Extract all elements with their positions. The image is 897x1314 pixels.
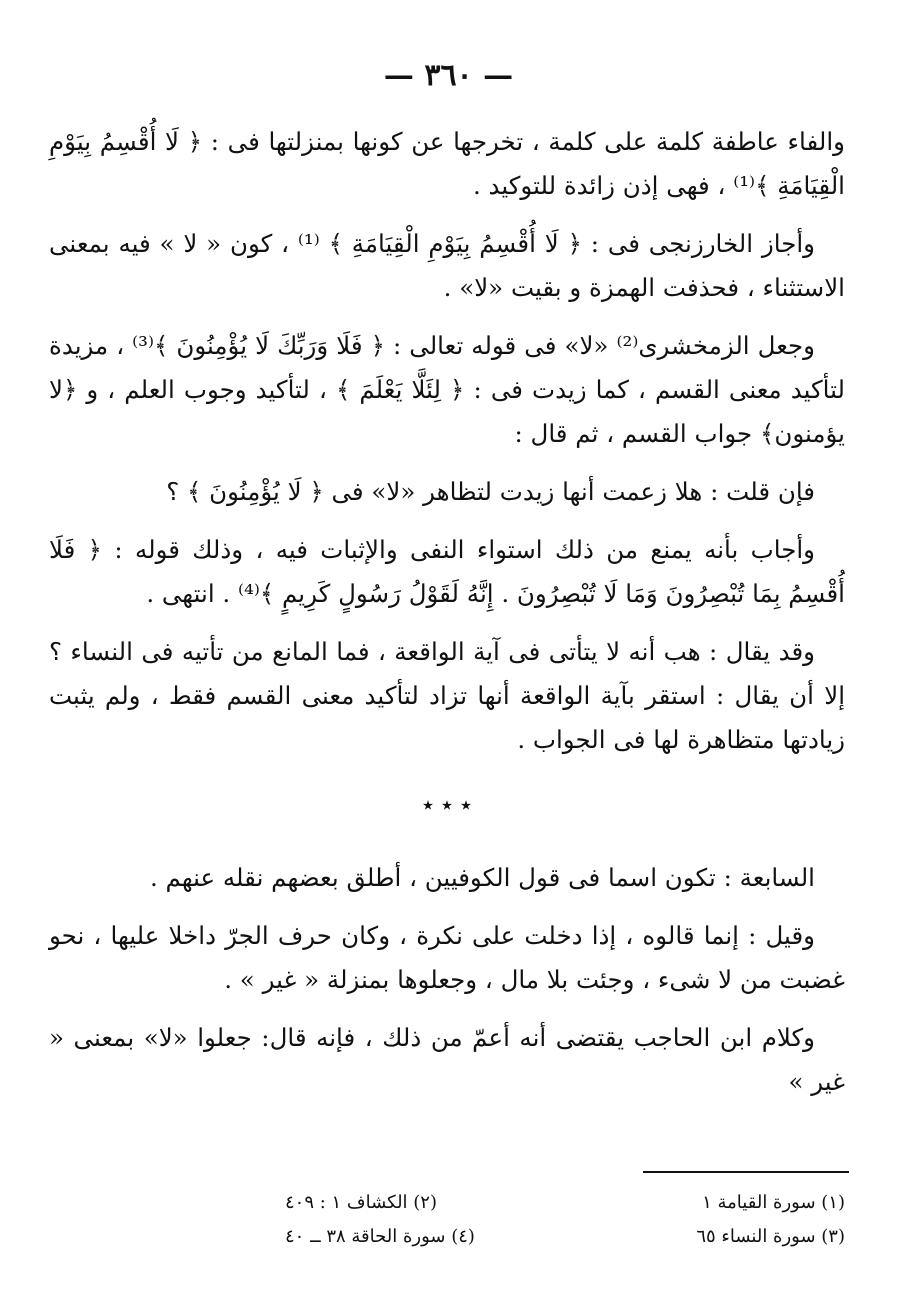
footnote-row: [285, 1220, 845, 1254]
paragraph-2: وأجاز الخارزنجى فى : ﴿ لَا أُقْسِمُ بِيَوْمِ الْقِيَامَةِ ﴾ ⁽¹⁾ ، كون « لا » فيه بمعنى الاستثناء ، فحذفت الهمزة و بقيت «لا» .: [49, 229, 845, 302]
paragraph-6: وقد يقال : هب أنه لا يتأتى فى آية الواقعة ، فما المانع من تأتيه فى النساء ؟ إلا أن يقال : استقر بآية الواقعة أنها تزاد لتأكيد معنى القسم فقط ، ولم يثبت زيادتها متظاهرة لها فى الجواب .: [49, 637, 845, 754]
paragraph-3: وجعل الزمخشرى⁽²⁾ «لا» فى قوله تعالى : ﴿ فَلَا وَرَبِّكَ لَا يُؤْمِنُونَ ﴾⁽³⁾ ، مزيدة لتأكيد معنى القسم ، كما زيدت فى : ﴿ لِئَلَّا يَعْلَمَ ﴾ ، لتأكيد وجوب العلم ، و ﴿لا يؤمنون﴾ جواب القسم ، ثم قال :: [49, 331, 845, 448]
body-text: [49, 120, 845, 1118]
paragraph-4: فإن قلت : هلا زعمت أنها زيدت لتظاهر «لا» فى ﴿ لَا يُؤْمِنُونَ ﴾ ؟: [166, 477, 815, 506]
footnote-4: (٤) سورة الحاقة ٣٨ ــ ٤٠: [285, 1226, 475, 1247]
paragraph-8: وقيل : إنما قالوه ، إذا دخلت على نكرة ، وكان حرف الجرّ داخلا عليها ، نحو غضبت من لا شىء ، وجئت بلا مال ، وجعلوها بمنزلة « غير » .: [49, 921, 845, 994]
footnotes: [285, 1186, 845, 1254]
footnote-1: (١) سورة القيامة ١: [702, 1192, 845, 1213]
footnote-row: [285, 1186, 845, 1220]
paragraph-9: وكلام ابن الحاجب يقتضى أنه أعمّ من ذلك ، فإنه قال: جعلوا «لا» بمعنى « غير »: [49, 1023, 845, 1096]
paragraph-7: السابعة : تكون اسما فى قول الكوفيين ، أطلق بعضهم نقله عنهم .: [149, 863, 815, 892]
section-separator: ٭ ٭ ٭: [422, 793, 472, 818]
footnote-divider: [643, 1171, 849, 1173]
footnote-3: (٣) سورة النساء ٦٥: [696, 1226, 845, 1247]
paragraph-5: وأجاب بأنه يمنع من ذلك استواء النفى والإثبات فيه ، وذلك قوله : ﴿ فَلَا أُقْسِمُ بِمَا تُبْصِرُونَ وَمَا لَا تُبْصِرُونَ . إِنَّهُ لَقَوْلُ رَسُولٍ كَرِيمٍ ﴾⁽⁴⁾ . انتهى .: [49, 535, 845, 608]
footnote-2: (٢) الكشاف ١ : ٤٠٩: [285, 1192, 437, 1213]
paragraph-1: والفاء عاطفة كلمة على كلمة ، تخرجها عن كونها بمنزلتها فى : ﴿ لَا أُقْسِمُ بِيَوْمِ الْقِيَامَةِ ﴾⁽¹⁾ ، فهى إذن زائدة للتوكيد .: [49, 127, 845, 200]
page-number: — ٣٦٠ —: [383, 58, 514, 93]
